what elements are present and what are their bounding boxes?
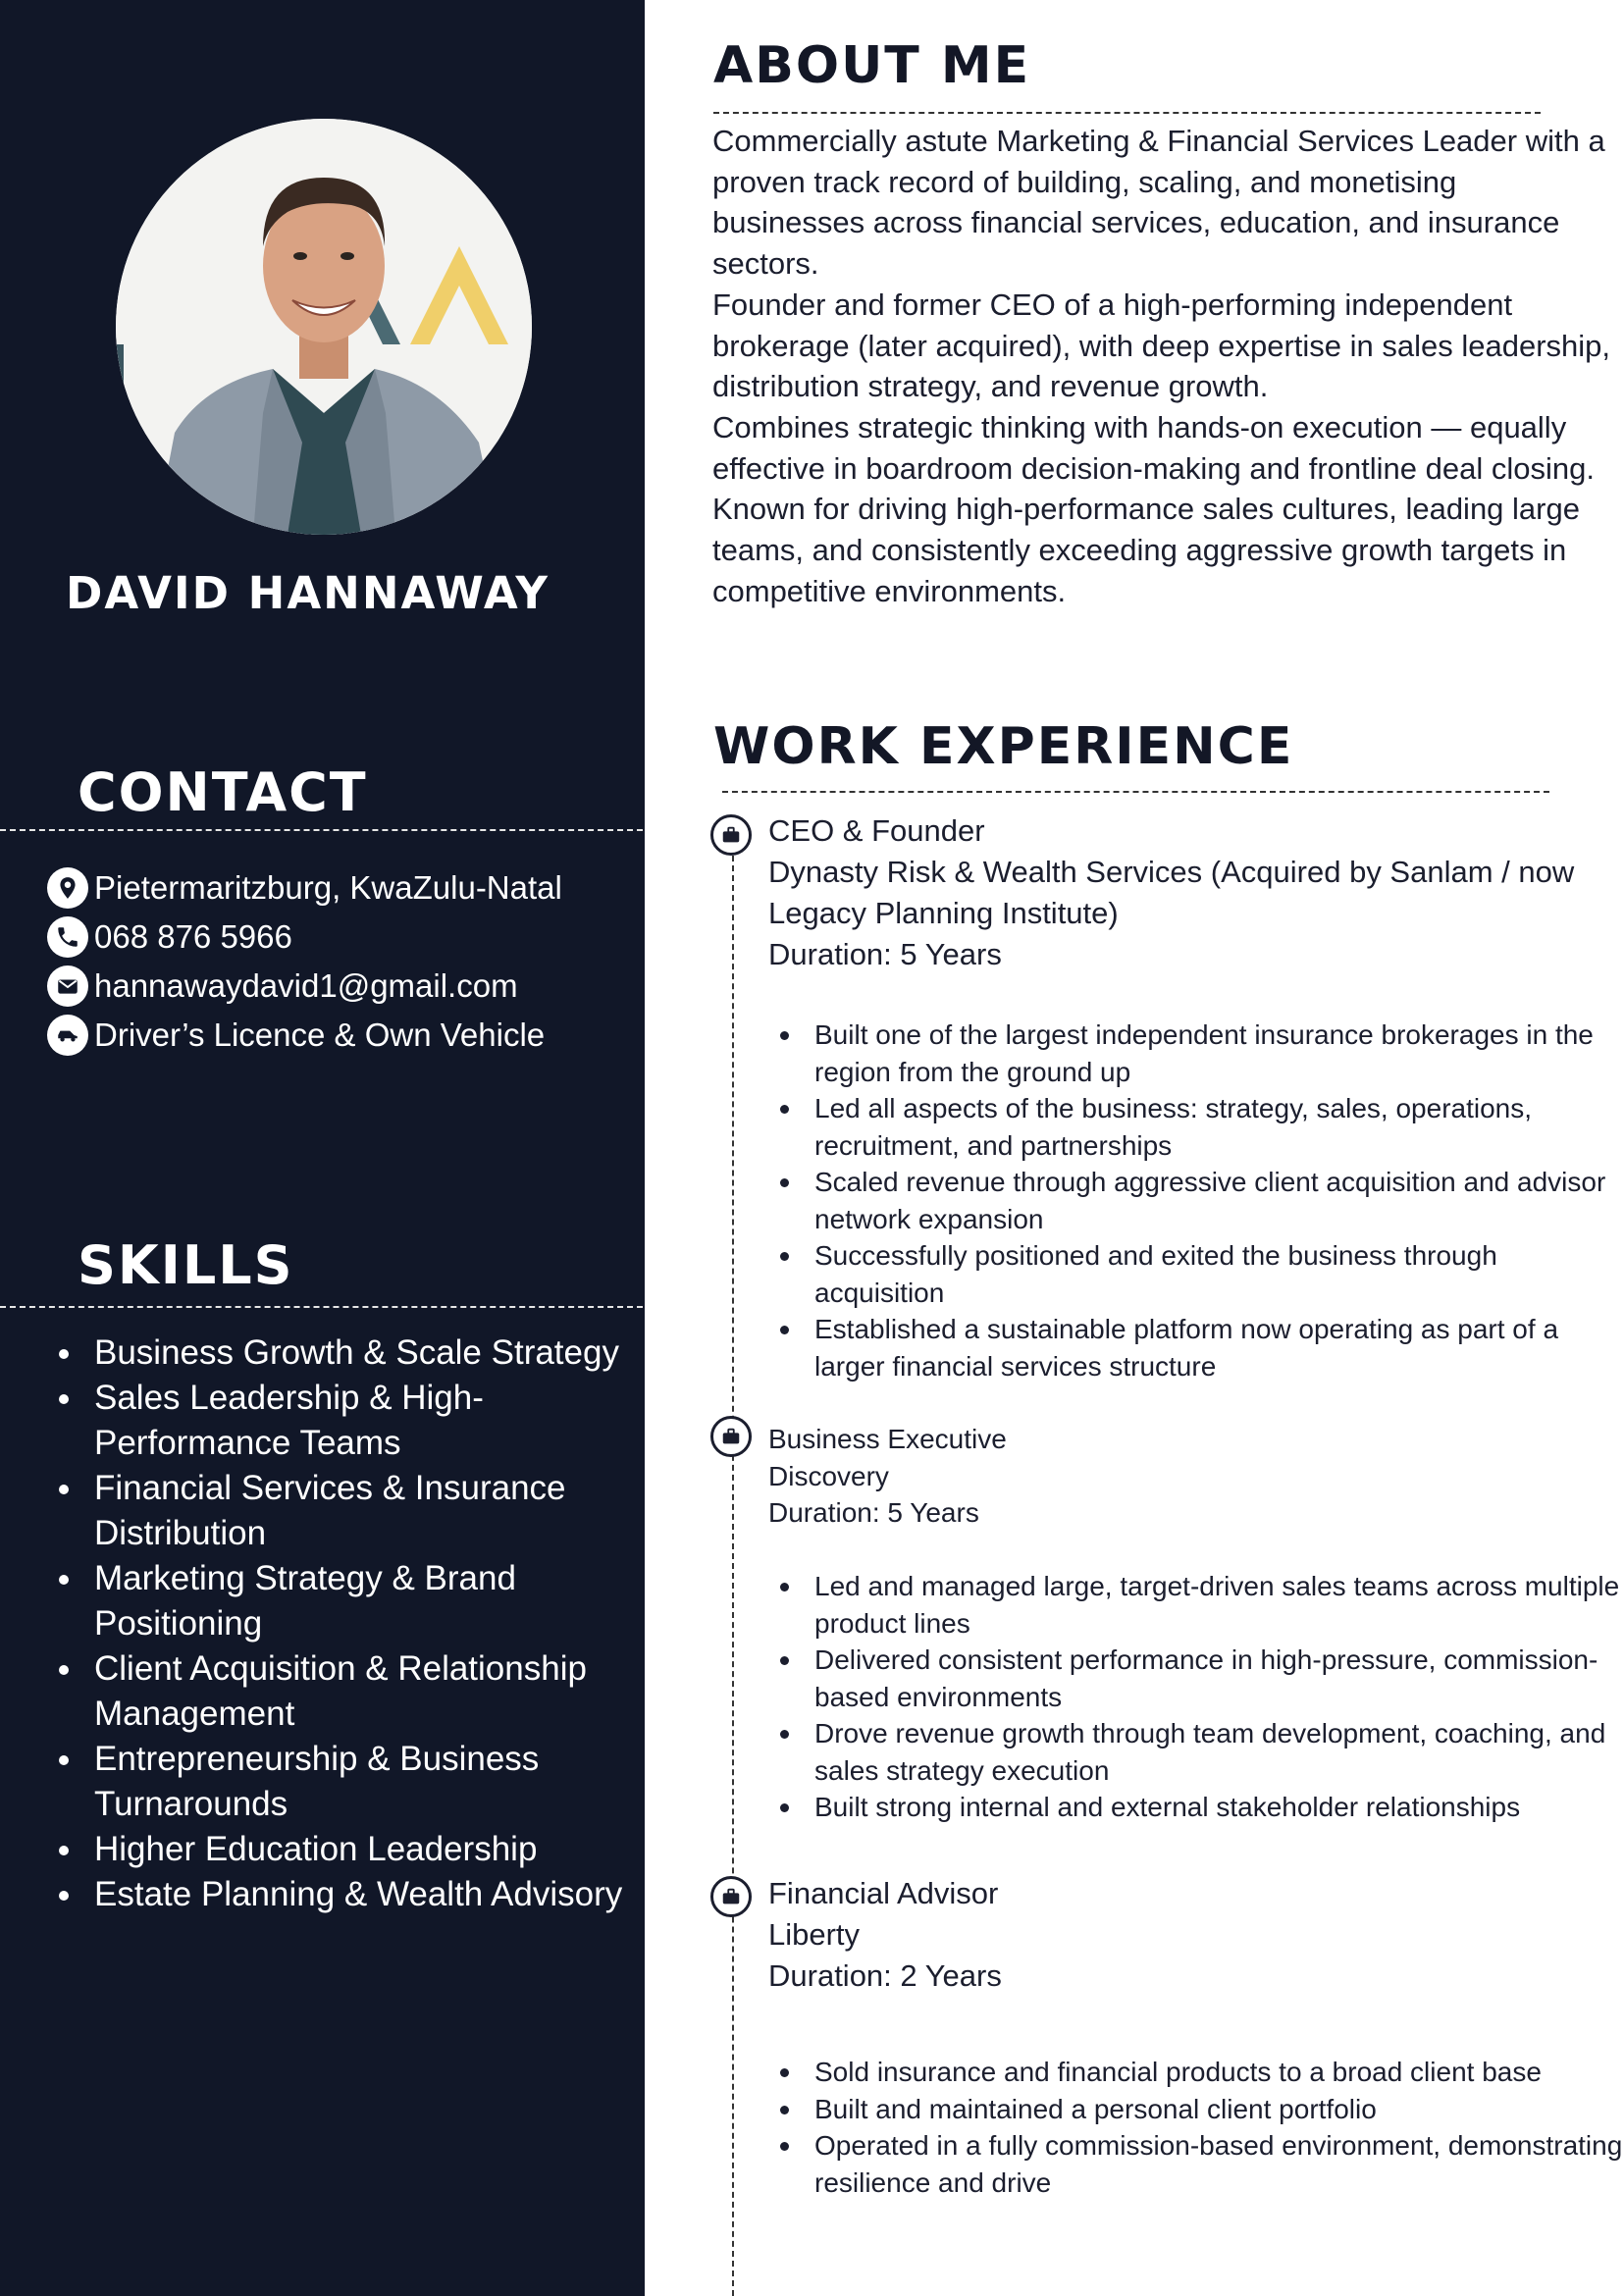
job-bullet: Drove revenue growth through team development, coaching, and sales strategy execution xyxy=(768,1715,1624,1789)
job-title: Financial Advisor xyxy=(768,1876,999,1910)
job-bullets xyxy=(768,1568,1624,1826)
job-bullet: Scaled revenue through aggressive client acquisition and advisor network expansion xyxy=(768,1164,1624,1237)
briefcase-icon xyxy=(710,1416,752,1457)
briefcase-icon xyxy=(710,1876,752,1917)
skill-item: Business Growth & Scale Strategy xyxy=(55,1331,624,1376)
sidebar xyxy=(0,0,645,2296)
about-paragraph: Known for driving high-performance sales cultures, leading large teams, and consistently exceeding aggressive growth targets in competitive environments. xyxy=(712,492,1580,608)
job-title: Business Executive xyxy=(768,1424,1007,1454)
location-pin-icon xyxy=(47,867,88,909)
contact-heading: CONTACT xyxy=(78,761,368,823)
contact-item-email[interactable] xyxy=(47,962,636,1011)
contact-email-text[interactable]: hannawaydavid1@gmail.com xyxy=(94,967,518,1004)
email-icon xyxy=(47,965,88,1007)
car-icon xyxy=(47,1015,88,1056)
job-header xyxy=(768,1421,1622,1532)
job-header xyxy=(768,810,1622,975)
job-duration: Duration: 5 Years xyxy=(768,937,1002,971)
about-paragraph: Combines strategic thinking with hands-on execution — equally effective in boardroom decision-making and frontline deal closing. xyxy=(712,409,1595,486)
job-title: CEO & Founder xyxy=(768,813,985,848)
contact-item-licence xyxy=(47,1011,636,1060)
skill-item: Marketing Strategy & Brand Positioning xyxy=(55,1556,624,1646)
skill-item: Higher Education Leadership xyxy=(55,1827,624,1872)
contact-location-text: Pietermaritzburg, KwaZulu-Natal xyxy=(94,869,562,906)
job-bullet: Operated in a fully commission-based environment, demonstrating resilience and drive xyxy=(768,2127,1624,2201)
job-bullet: Established a sustainable platform now operating as part of a larger financial services structure xyxy=(768,1311,1624,1384)
contact-list xyxy=(47,863,636,1060)
job-company: Dynasty Risk & Wealth Services (Acquired by Sanlam / now Legacy Planning Institute) xyxy=(768,855,1575,930)
job-bullet: Led and managed large, target-driven sales teams across multiple product lines xyxy=(768,1568,1624,1642)
profile-photo-image xyxy=(116,119,532,535)
job-bullets xyxy=(768,2054,1624,2201)
main-content xyxy=(645,0,1624,2296)
about-paragraph: Commercially astute Marketing & Financial Services Leader with a proven track record of building, scaling, and monetising businesses across financial services, education, and insurance sectors. xyxy=(712,124,1605,282)
about-heading: ABOUT ME xyxy=(713,36,1031,95)
profile-photo xyxy=(116,119,532,535)
job-bullet: Built one of the largest independent insurance brokerages in the region from the ground up xyxy=(768,1017,1624,1090)
job-company: Discovery xyxy=(768,1460,889,1491)
skills-heading: SKILLS xyxy=(78,1234,294,1296)
job-bullet: Built strong internal and external stakeholder relationships xyxy=(768,1789,1624,1826)
briefcase-icon xyxy=(710,814,752,856)
job-bullet: Delivered consistent performance in high-pressure, commission-based environments xyxy=(768,1642,1624,1715)
about-text xyxy=(712,121,1615,611)
about-divider xyxy=(713,112,1541,114)
skill-item: Financial Services & Insurance Distribution xyxy=(55,1466,624,1556)
skills-divider xyxy=(0,1306,643,1308)
skill-item: Entrepreneurship & Business Turnarounds xyxy=(55,1737,624,1827)
skill-item: Sales Leadership & High-Performance Teams xyxy=(55,1376,624,1466)
contact-licence-text: Driver’s Licence & Own Vehicle xyxy=(94,1017,546,1053)
contact-item-location xyxy=(47,863,636,913)
job-bullets xyxy=(768,1017,1624,1384)
job-bullet: Sold insurance and financial products to a broad client base xyxy=(768,2054,1624,2091)
contact-phone-text[interactable]: 068 876 5966 xyxy=(94,918,292,955)
job-header xyxy=(768,1873,1622,1997)
candidate-name: DAVID HANNAWAY xyxy=(65,567,550,619)
timeline-line xyxy=(732,846,734,2296)
work-heading: WORK EXPERIENCE xyxy=(713,717,1294,776)
skills-list xyxy=(55,1331,624,1917)
phone-icon xyxy=(47,916,88,958)
contact-divider xyxy=(0,829,643,831)
job-duration: Duration: 5 Years xyxy=(768,1497,979,1528)
job-duration: Duration: 2 Years xyxy=(768,1958,1002,1993)
job-bullet: Led all aspects of the business: strategy, sales, operations, recruitment, and partnerships xyxy=(768,1090,1624,1164)
about-paragraph: Founder and former CEO of a high-performing independent brokerage (later acquired), with deep expertise in sales leadership, distribution strategy, and revenue growth. xyxy=(712,287,1610,404)
contact-item-phone[interactable] xyxy=(47,913,636,962)
work-divider xyxy=(722,791,1549,793)
job-company: Liberty xyxy=(768,1917,861,1952)
skill-item: Estate Planning & Wealth Advisory xyxy=(55,1872,624,1917)
job-bullet: Built and maintained a personal client portfolio xyxy=(768,2091,1624,2128)
skill-item: Client Acquisition & Relationship Management xyxy=(55,1646,624,1737)
job-bullet: Successfully positioned and exited the business through acquisition xyxy=(768,1237,1624,1311)
